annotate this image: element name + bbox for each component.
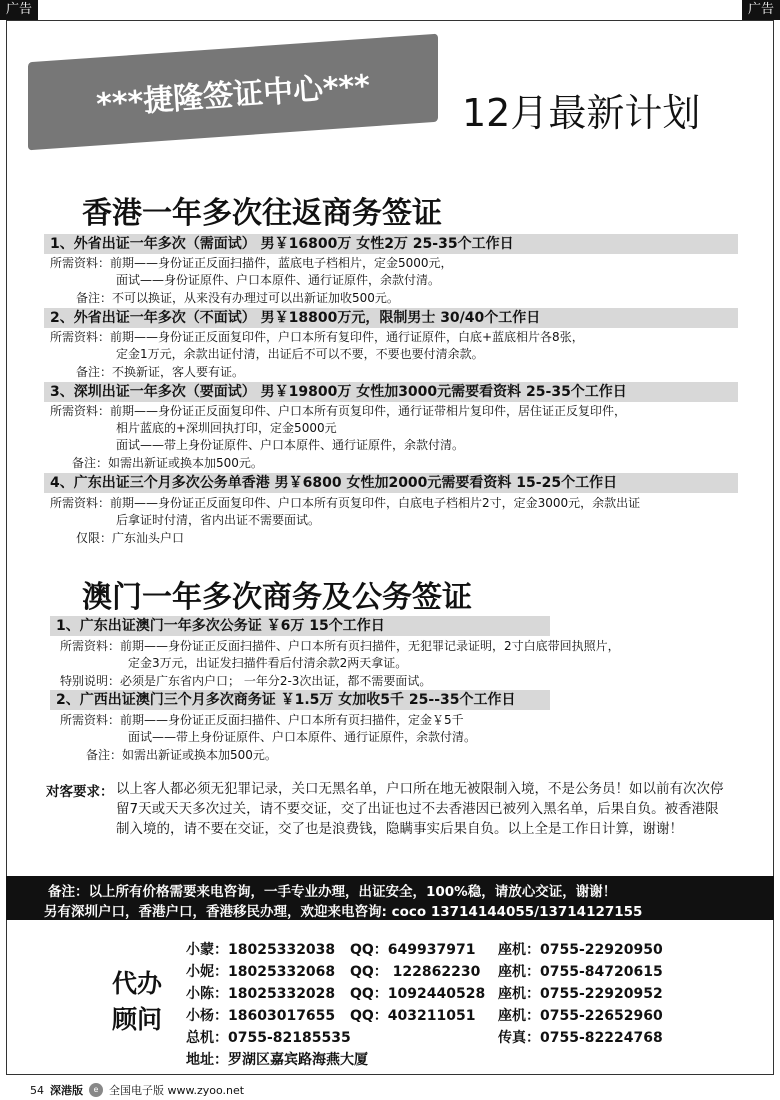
contact-qq: QQ： 122862230: [350, 964, 481, 980]
notice-band: [6, 876, 774, 920]
hk-item-2-line: 所需资料：前期——身份证正反面复印件，户口本所有复印件，通行证原件，白底+蓝底相片各8张，: [50, 330, 584, 344]
hk-item-1-line: 面试——身份证原件、户口本原件、通行证原件，余款付清。: [116, 273, 441, 287]
consultant-label-line-2: 顾问: [112, 1005, 163, 1034]
notice-line-1: 备注：以上所有价格需要来电咨询，一手专业办理，出证安全，100%稳，请放心交证，谢谢！: [48, 884, 617, 900]
edition-label: 深港版: [50, 1084, 83, 1097]
hk-item-3-line: 所需资料：前期——身份证正反面复印件、户口本所有页复印件，通行证带相片复印件，居住证正反复印件，: [50, 404, 627, 418]
macau-item-2-line: 面试——带上身份证原件、户口本原件、通行证原件，余款付清。: [128, 730, 477, 744]
hk-item-3-line: 相片蓝底的+深圳回执打印，定金5000元: [116, 421, 337, 435]
hk-item-3-note: 备注：如需出新证或换本加500元。: [72, 456, 263, 470]
hk-item-4-line: 后拿证时付清，省内出证不需要面试。: [116, 513, 321, 527]
requirements-label: 对客要求：: [46, 784, 114, 800]
hk-section-title: 香港一年多次往返商务签证: [82, 196, 442, 231]
contact-landline: 座机：0755-84720615: [498, 964, 663, 980]
hk-item-4-heading: 4、广东出证三个月多次公务单香港 男￥6800 女性加2000元需要看资料 15-25个工作日: [44, 473, 738, 493]
macau-section-title: 澳门一年多次商务及公务签证: [82, 580, 472, 615]
hk-item-1-note: 备注：不可以换证，从来没有办理过可以出新证加收500元。: [76, 291, 399, 305]
hk-item-1-line: 所需资料：前期——身份证正反面扫描件，蓝底电子档相片，定金5000元，: [50, 256, 453, 270]
banner: [28, 48, 438, 136]
hk-item-3-line: 面试——带上身份证原件、户口本原件、通行证原件，余款付清。: [116, 438, 465, 452]
contact-landline: 座机：0755-22920950: [498, 942, 663, 958]
footer: [30, 1082, 244, 1098]
consultant-label-line-1: 代办: [112, 969, 163, 998]
notice-line-2: 另有深圳户口，香港户口，香港移民办理，欢迎来电咨询: coco 13714144055/13714127155: [44, 904, 643, 920]
hk-item-2-note: 备注：不换新证，客人要有证。: [76, 365, 245, 379]
page-number: 54: [30, 1083, 44, 1097]
contact-name-phone: 小杨：18603017655: [186, 1008, 336, 1024]
ad-label-left: 广告: [0, 0, 38, 20]
macau-item-1-line: 所需资料：前期——身份证正反面扫描件、户口本所有页扫描件，无犯罪记录证明，2寸白底带回执照片，: [60, 639, 620, 653]
contact-name-phone: 小陈：18025332028: [186, 986, 336, 1002]
hk-item-2-line: 定金1万元，余款出证付清，出证后不可以不要，不要也要付清余款。: [116, 347, 484, 361]
fax: 传真：0755-82224768: [498, 1030, 663, 1046]
hk-item-1-heading: 1、外省出证一年多次（需面试） 男￥16800万 女性2万 25-35个工作日: [44, 234, 738, 254]
contact-qq: QQ：403211051: [350, 1008, 476, 1024]
hk-item-2-heading: 2、外省出证一年多次（不面试） 男￥18800万元，限制男士 30/40个工作日: [44, 308, 738, 328]
consultant-label: [112, 966, 172, 1038]
macau-item-1-line: 定金3万元，出证发扫描件看后付清余款2两天拿证。: [128, 656, 408, 670]
macau-item-2-line: 所需资料：前期——身份证正反面扫描件、户口本所有页扫描件，定金￥5千: [60, 713, 464, 727]
contact-landline: 座机：0755-22920952: [498, 986, 663, 1002]
site-link[interactable]: 全国电子版 www.zyoo.net: [109, 1084, 245, 1097]
macau-item-2-note: 备注：如需出新证或换本加500元。: [86, 748, 277, 762]
address: 地址：罗湖区嘉宾路海燕大厦: [186, 1052, 368, 1068]
macau-item-1-note: 特别说明：必须是广东省内户口； 一年分2-3次出证，都不需要面试。: [60, 674, 432, 688]
banner-title: ***捷隆签证中心***: [95, 68, 372, 123]
contact-name-phone: 小妮：18025332068: [186, 964, 336, 980]
requirements-text: 以上客人都必须无犯罪记录，关口无黑名单，户口所在地无被限制入境，不是公务员！如以前有次次停留7天或天天多次过关，请不要交证，交了出证也过不去香港因已被列入黑名单，后果自负。被香港限制入境的，请不要在交证，交了也是浪费钱，隐瞒事实后果自负。以上全是工作日计算，谢谢！: [116, 781, 724, 837]
hk-item-3-heading: 3、深圳出证一年多次（要面试） 男￥19800万 女性加3000元需要看资料 25-35个工作日: [44, 382, 738, 402]
contact-name-phone: 小蒙：18025332038: [186, 942, 336, 958]
plan-title: 12月最新计划: [462, 91, 701, 135]
hk-item-4-line: 所需资料：前期——身份证正反面复印件、户口本所有页复印件，白底电子档相片2寸，定金3000元，余款出证: [50, 496, 641, 510]
ad-label-right: 广告: [742, 0, 780, 20]
contact-landline: 座机：0755-22652960: [498, 1008, 663, 1024]
edition-badge-icon: e: [89, 1083, 103, 1097]
hk-item-4-note: 仅限：广东汕头户口: [76, 531, 185, 545]
contact-qq: QQ：649937971: [350, 942, 476, 958]
macau-item-1-heading: 1、广东出证澳门一年多次公务证 ￥6万 15个工作日: [50, 616, 550, 636]
macau-item-2-heading: 2、广西出证澳门三个月多次商务证 ￥1.5万 女加收5千 25--35个工作日: [50, 690, 550, 710]
contact-qq: QQ：1092440528: [350, 986, 486, 1002]
main-phone: 总机：0755-82185535: [186, 1030, 351, 1046]
